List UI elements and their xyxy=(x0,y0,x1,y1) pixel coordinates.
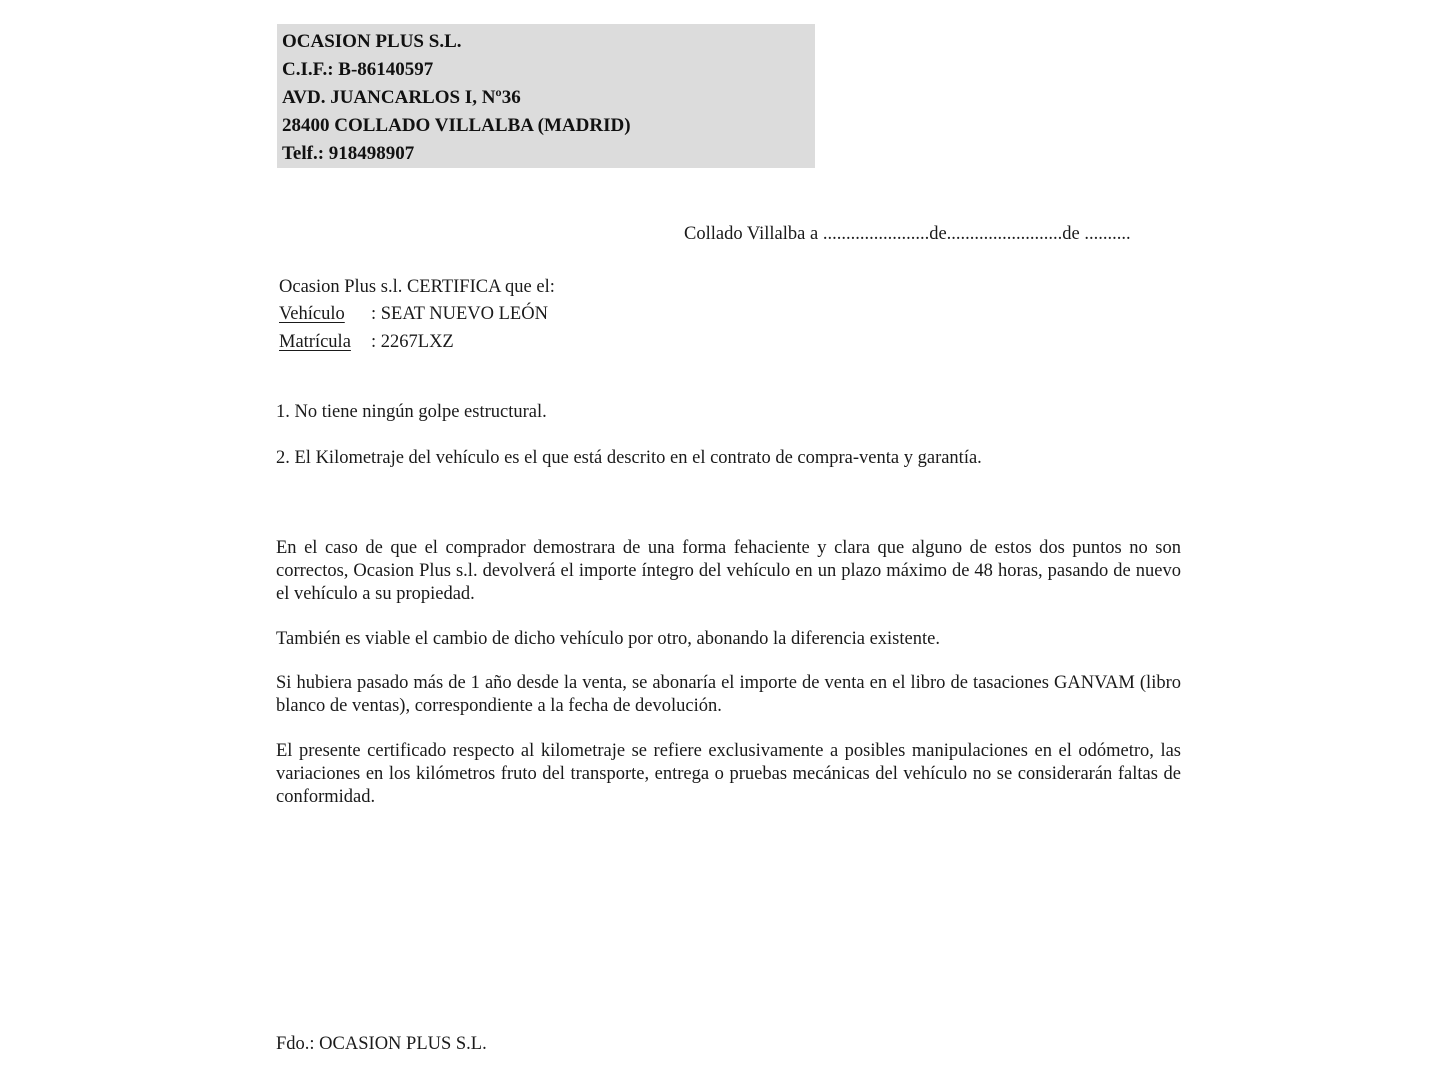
company-phone: Telf.: 918498907 xyxy=(282,143,415,164)
plate-row xyxy=(279,328,555,356)
company-cif: C.I.F.: B-86140597 xyxy=(282,59,434,80)
vehicle-value: : SEAT NUEVO LEÓN xyxy=(371,304,548,324)
signature-line: Fdo.: OCASION PLUS S.L. xyxy=(276,1034,487,1054)
paragraph-ganvam: Si hubiera pasado más de 1 año desde la venta, se abonaría el importe de venta en el libro de tasaciones GANVAM (libro blanco de ventas), correspondiente a la fecha de devolución. xyxy=(276,673,1181,716)
company-header-box xyxy=(277,24,815,168)
place-date-line: Collado Villalba a .......................de.........................de .......... xyxy=(684,224,1131,244)
plate-label: Matrícula xyxy=(279,332,351,352)
point-1: 1. No tiene ningún golpe estructural. xyxy=(276,402,547,422)
certificate-block xyxy=(279,274,555,356)
vehicle-label: Vehículo xyxy=(279,304,345,324)
company-address: AVD. JUANCARLOS I, Nº36 xyxy=(282,87,521,108)
certificate-intro: Ocasion Plus s.l. CERTIFICA que el: xyxy=(279,277,555,297)
paragraph-odometer: El presente certificado respecto al kilometraje se refiere exclusivamente a posibles manipulaciones en el odómetro, las variaciones en los kilómetros fruto del transporte, entrega o pruebas mecánicas del vehículo no se considerarán faltas de conformidad. xyxy=(276,741,1181,807)
paragraph-refund: En el caso de que el comprador demostrara de una forma fehaciente y clara que alguno de estos dos puntos no son correctos, Ocasion Plus s.l. devolverá el importe íntegro del vehículo en un plazo máximo de 48 horas, pasando de nuevo el vehículo a su propiedad. xyxy=(276,538,1181,604)
plate-value: : 2267LXZ xyxy=(371,332,454,352)
company-city: 28400 COLLADO VILLALBA (MADRID) xyxy=(282,115,631,136)
point-2: 2. El Kilometraje del vehículo es el que está descrito en el contrato de compra-venta y garantía. xyxy=(276,448,982,468)
company-name: OCASION PLUS S.L. xyxy=(282,31,462,52)
vehicle-row xyxy=(279,300,555,328)
paragraph-exchange: También es viable el cambio de dicho vehículo por otro, abonando la diferencia existente. xyxy=(276,629,940,649)
